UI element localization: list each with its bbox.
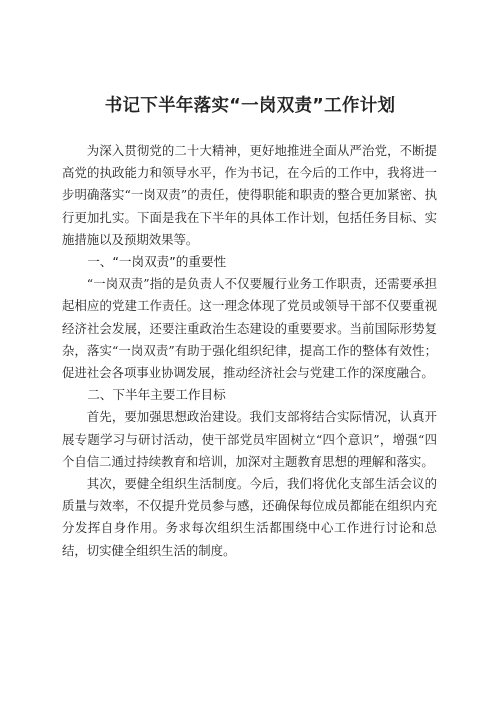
intro-paragraph: 为深入贯彻党的二十大精神，更好地推进全面从严治党，不断提高党的执政能力和领导水平，作为书记，在今后的工作中，我将进一步明确落实“一岗双责”的责任，使得职能和职责的整合更加紧密、执行更加扎实。下面是我在下半年的具体工作计划，包括任务目标、实施措施以及预期效果等。 xyxy=(62,143,437,247)
section-2-heading: 二、下半年主要工作目标 xyxy=(87,387,226,403)
document-body xyxy=(62,140,437,562)
section-2-paragraph-1: 首先，要加强思想政治建设。我们支部将结合实际情况，认真开展专题学习与研讨活动，使干部党员牢固树立“四个意识”，增强“四个自信二通过持续教育和培训，加深对主题教育思想的理解和落实。 xyxy=(62,409,437,469)
section-2-paragraph-2: 其次，要健全组织生活制度。今后，我们将优化支部生活会议的质量与效率，不仅提升党员参与感，还确保每位成员都能在组织内充分发挥自身作用。务求每次组织生活都围绕中心工作进行讨论和总结，切实健全组织生活的制度。 xyxy=(62,476,437,558)
document-title: 书记下半年落实“一岗双责”工作计划 xyxy=(104,96,396,116)
section-1-heading: 一、“一岗双责”的重要性 xyxy=(87,254,227,270)
section-1-paragraph: “一岗双责”指的是负责人不仅要履行业务工作职责，还需要承担起相应的党建工作责任。这一理念体现了党员或领导干部不仅要重视经济社会发展，还要注重政治生态建设的重要要求。当前国际形势复杂，落实“一岗双责”有助于强化组织纪律，提高工作的整体有效性；促进社会各项事业协调发展，推动经济社会与党建工作的深度融合。 xyxy=(62,276,437,381)
